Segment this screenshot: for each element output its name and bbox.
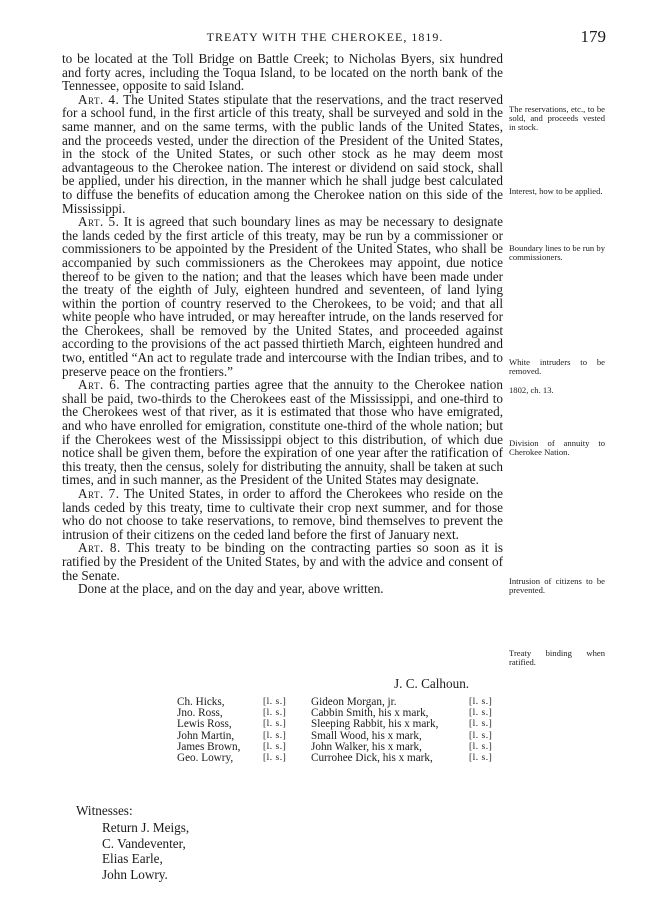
article-8-text: This treaty to be binding on the contracting parties so soon as it is ratified by the President of the United States, by and with the advice and consent of the Senate. bbox=[62, 540, 504, 583]
seal-mark: [l. s.] bbox=[263, 730, 287, 741]
seal-mark: [l. s.] bbox=[469, 753, 493, 764]
margin-note-intrusion: Intrusion of citizens to be prevented. bbox=[509, 576, 605, 596]
article-5-label: Art. 5. bbox=[78, 214, 120, 230]
article-7-text: The United States, in order to afford the Cherokees who reside on the lands ceded by this treaty, time to cultivate their crop next summer, and for those who do not choose to take reservations, to remove, bind themselves to prevent the intrusion of their citizens on the ceded land before the first of January next. bbox=[62, 486, 504, 542]
article-4 bbox=[62, 93, 503, 215]
witness-name: C. Vandeventer, bbox=[102, 835, 186, 851]
seal-mark: [l. s.] bbox=[263, 697, 287, 707]
witnesses-label: Witnesses: bbox=[76, 803, 133, 818]
article-5 bbox=[62, 215, 503, 378]
seal-mark: [l. s.] bbox=[469, 719, 493, 730]
signer-right-name: Small Wood, his x mark, bbox=[311, 729, 422, 742]
article-4-label: Art. 4. bbox=[78, 91, 120, 107]
seal-mark: [l. s.] bbox=[263, 753, 287, 764]
signer-left-name: Ch. Hicks, bbox=[177, 696, 225, 708]
paragraph-continued: to be located at the Toll Bridge on Battle Creek; to Nicholas Byers, six hundred and forty acres, including the Toqua Island, to be located on the north bank of the Tennessee, opposite to said Island. bbox=[62, 51, 503, 94]
article-8-label: Art. 8. bbox=[78, 540, 121, 556]
witness-name: Elias Earle, bbox=[102, 851, 163, 866]
margin-note-binding: Treaty binding when ratified. bbox=[509, 648, 605, 668]
signer-left-name: James Brown, bbox=[177, 740, 241, 753]
witness-name: John Lowry. bbox=[102, 866, 168, 882]
signer-right-name: Gideon Morgan, jr. bbox=[311, 696, 397, 708]
signer-left-name: Geo. Lowry, bbox=[177, 752, 234, 765]
article-8 bbox=[62, 541, 503, 582]
margin-note-reservations: The reservations, etc., to be sold, and proceeds vested in stock. bbox=[509, 104, 605, 133]
signer-right-name: John Walker, his x mark, bbox=[311, 740, 422, 753]
signer-left-name: Lewis Ross, bbox=[177, 718, 232, 731]
article-7-label: Art. 7. bbox=[78, 486, 120, 501]
signer-left-name: Jno. Ross, bbox=[177, 707, 223, 720]
article-6-label: Art. 6. bbox=[78, 377, 121, 393]
seal-mark: [l. s.] bbox=[469, 730, 493, 741]
commissioner-signature: J. C. Calhoun. bbox=[394, 676, 470, 691]
signer-right-name: Sleeping Rabbit, his x mark, bbox=[311, 718, 439, 731]
seal-mark: [l. s.] bbox=[263, 708, 287, 719]
done-at-clause: Done at the place, and on the day and year, above written. bbox=[78, 581, 384, 597]
signatories-table bbox=[177, 697, 492, 764]
margin-note-boundary: Boundary lines to be run by commissioners. bbox=[509, 243, 605, 263]
running-head: TREATY WITH THE CHEROKEE, 1819. bbox=[206, 30, 444, 44]
seal-mark: [l. s.] bbox=[263, 741, 287, 752]
body-text bbox=[62, 52, 503, 596]
article-7 bbox=[62, 487, 503, 541]
article-5-text: It is agreed that such boundary lines as may be necessary to designate the lands ceded by the first article of this treaty, may be run by a commissioner or commissioners to be appointed by the President of the United States, who shall be accompanied by such commissioners as the Cherokees may appoint, due notice thereof to be given to the nation; and that the leases which have been made under the treaty of the eighth of July, eighteen hundred and seventeen, of land lying within the portion of country reserved to the Cherokees, to be void; and that all white people who have intruded, or may hereafter intrude, on the lands reserved for the Cherokees, shall be removed by the United States, and proceeded against according to the provisions of the act passed thirtieth March, eighteen hundred and two, entitled “An act to regulate trade and intercourse with the Indian tribes, and to preserve peace on the frontiers.” bbox=[62, 214, 503, 379]
signer-right-name: Currohee Dick, his x mark, bbox=[311, 752, 433, 765]
article-6-text: The contracting parties agree that the annuity to the Cherokee nation shall be paid, two-thirds to the Cherokees east of the Mississippi, and one-third to the Cherokees west of that river, as it is estimated that those who have emigrated, and who have enrolled for emigration, constitute one-third of the whole nation; but if the Cherokees west of the Mississippi object to this distribution, of which due notice shall be given them, before the expiration of one year after the ratification of this treaty, then the census, solely for distributing the annuity, shall be taken at such times, and in such manner, as the President of the United States may designate. bbox=[62, 377, 503, 488]
margin-note-annuity: Division of annuity to Cherokee Nation. bbox=[509, 438, 605, 458]
signer-left-name: John Martin, bbox=[177, 729, 235, 742]
signer-row bbox=[177, 719, 492, 730]
page-number: 179 bbox=[580, 27, 606, 46]
witness-name: Return J. Meigs, bbox=[102, 820, 190, 835]
witness-list bbox=[102, 820, 189, 882]
margin-note-intruders: White intruders to be removed. bbox=[509, 357, 605, 377]
article-4-text: The United States stipulate that the reservations, and the tract reserved for a school fund, in the first article of this treaty, shall be surveyed and sold in the same manner, and on the same terms, with the public lands of the United States, and the proceeds vested, under the direction of the President of the United States, in the stock of the United States, or such other stock as he may deem most advantageous to the Cherokee nation. The interest or dividend on said stock, shall be applied, under his direction, in the manner which he shall judge best calculated to diffuse the benefits of education among the Cherokee nation on this side of the Mississippi. bbox=[62, 91, 504, 216]
margin-note-act-reference: 1802, ch. 13. bbox=[509, 385, 554, 395]
signer-right-name: Cabbin Smith, his x mark, bbox=[311, 707, 429, 720]
seal-mark: [l. s.] bbox=[469, 697, 493, 707]
seal-mark: [l. s.] bbox=[263, 719, 287, 730]
seal-mark: [l. s.] bbox=[469, 708, 493, 719]
article-6 bbox=[62, 378, 503, 487]
margin-note-interest: Interest, how to be applied. bbox=[509, 186, 603, 196]
seal-mark: [l. s.] bbox=[469, 741, 493, 752]
signer-row bbox=[177, 753, 492, 764]
